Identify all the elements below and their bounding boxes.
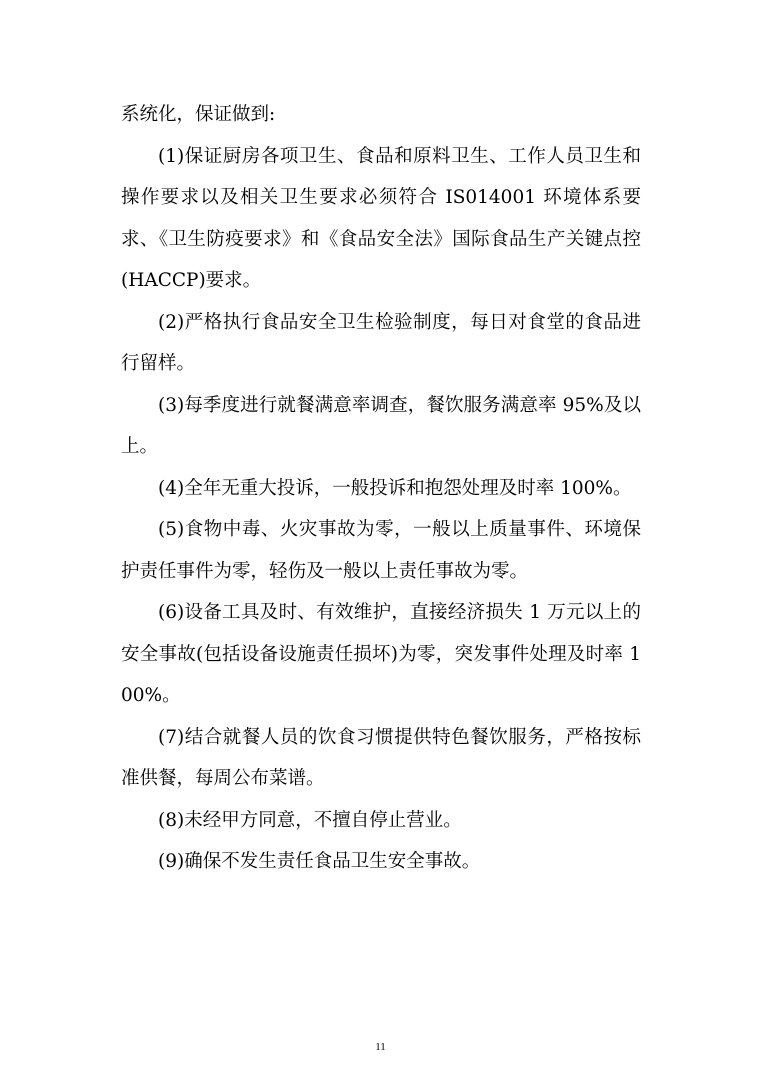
page-number: 11 bbox=[375, 1041, 386, 1053]
paragraph-item-3: (3)每季度进行就餐满意率调查，餐饮服务满意率 95%及以上。 bbox=[121, 394, 641, 457]
paragraph-item-5: (5)食物中毒、火灾事故为零，一般以上质量事件、环境保护责任事件为零，轻伤及一般以上责任事故为零。 bbox=[121, 519, 641, 582]
paragraph-intro: 系统化，保证做到: bbox=[121, 104, 276, 125]
paragraph-item-8: (8)未经甲方同意，不擅自停止营业。 bbox=[158, 809, 462, 831]
paragraph-item-2: (2)严格执行食品安全卫生检验制度，每日对食堂的食品进行留样。 bbox=[121, 311, 641, 374]
document-body bbox=[121, 94, 641, 883]
paragraph-item-7: (7)结合就餐人员的饮食习惯提供特色餐饮服务，严格按标准供餐，每周公布菜谱。 bbox=[121, 726, 641, 789]
paragraph-item-1: (1)保证厨房各项卫生、食品和原料卫生、工作人员卫生和操作要求以及相关卫生要求必须符合 IS014001 环境体系要求、《卫生防疫要求》和《食品安全法》国际食品生产关键点控(HACCP)要求。 bbox=[121, 145, 641, 291]
paragraph-item-6: (6)设备工具及时、有效维护，直接经济损失 1 万元以上的安全事故(包括设备设施责任损坏)为零，突发事件处理及时率 100%。 bbox=[121, 602, 641, 706]
paragraph-item-4: (4)全年无重大投诉，一般投诉和抱怨处理及时率 100%。 bbox=[158, 477, 632, 499]
paragraph-item-9: (9)确保不发生责任食品卫生安全事故。 bbox=[158, 851, 481, 872]
